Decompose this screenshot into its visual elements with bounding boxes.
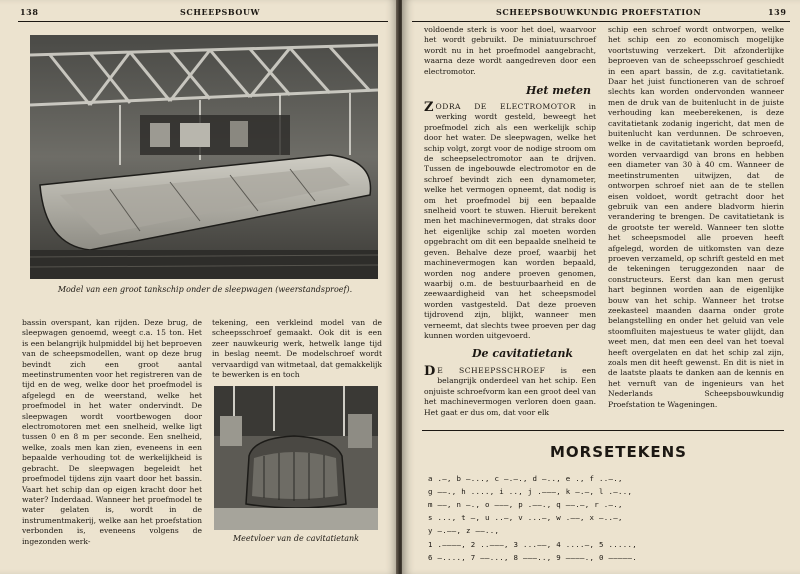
right-col1-intro: voldoende sterk is voor het doel, waarvoor het wordt gebruikt. De miniatuurschroef wordt nu in het proefmodel aangebracht, waarna deze wordt aangedreven door een electromotor. <box>424 25 596 76</box>
cav-lead-in: E SCHEEPSSCHROEF <box>437 366 546 375</box>
left-column-2: tekening, een verkleind model van de scheepsschroef gemaakt. Ook dit is een zeer nauwkeurig werk, hetwelk lange tijd in beslag neemt. De modelschroef wordt vervaardigd van witmetaal, dat gemakkelijk te bewerken is en toch <box>212 318 382 380</box>
morse-row-5: y —.——, z ——.., <box>428 526 500 535</box>
left-column-1: bassin overspant, kan rijden. Deze brug, de sleepwagen genoemd, weegt c.a. 15 ton. Het is een belangrijk hulpmiddel bij het beproeven van de scheepsmodellen, want op deze brug bevindt zich een groot aantal meetinstrumenten voor het registreren van de tijd en de weg, welke door het proefmodel is afgelegd en de weerstand, welke het proefmodel in het water ondervindt. De sleepwagen wordt voortbewogen door electromotoren met een snelheid, welke ligt tussen 0 en 8 m per seconde. Een snelheid, welke, zoals men kan zien, eveneens in een bepaalde verhouding tot de werkelijkheid is gebracht. De sleepwagen begeleidt het proefmodel tijdens zijn vaart door het bassin. Vaart het schip dan op eigen kracht door het water? Inderdaad. Wanneer het proefmodel te water gelaten is, wordt in de instrumentmakerij, welke aan het proefstation verbonden is, eveneens volgens de ingezonden werk- <box>22 318 202 546</box>
left-page <box>0 0 398 574</box>
section-het-meten <box>424 102 596 341</box>
tanker-model-photo <box>30 35 378 279</box>
morse-row-4: s ..., t —, u ..—, v ...—, w .——, x —..—, <box>428 513 623 522</box>
meten-body: in werking wordt gesteld, beweegt het proefmodel zich als een werkelijk schip door het water. De sleepwagen, welke het schip volgt, zorgt voor de nodige stroom om de scheepselectromotor aan te drijven. Tussen de ingebouwde electromotor en de schroef bevindt zich een dynamometer, welke het vermogen opneemt, dat nodig is om het proefmodel bij een bepaalde snelheid voort te stuwen. Hieruit berekent men het machinevermogen, dat straks door het eigenlijke schip zal moeten worden opgebracht om dit een bepaalde snelheid te geven. Behalve deze proef, waarbij het machinevermogen kan worden bepaald, worden nog andere proeven genomen, waarbij o.m. de bestuurbaarheid en de zeewaardigheid van het scheepsmodel worden vastgesteld. Dat deze proeven tijdrovend zijn, blijkt, wanneer men verneemt, dat slechts twee proeven per dag kunnen worden uitgevoerd. <box>424 102 596 340</box>
running-head-left: SCHEEPSBOUW <box>180 7 261 17</box>
running-head-right: SCHEEPSBOUWKUNDIG PROEFSTATION <box>496 7 702 17</box>
cavitation-tank-photo <box>214 386 378 530</box>
cavitation-photo-caption: Meetvloer van de cavitatietank <box>232 534 360 543</box>
dropcap-d: D <box>424 364 436 379</box>
header-rule-left <box>18 21 388 22</box>
morse-row-1: a .—, b —..., c —.—., d —.., e ., f ..—., <box>428 474 623 483</box>
section-de-cavitatietank <box>424 366 596 418</box>
page-number-right: 139 <box>768 7 787 17</box>
morse-row-6: 1 .————, 2 ..———, 3 ...——, 4 ....—, 5 ....., <box>428 540 637 549</box>
meten-lead-in: ODRA DE ELECTROMOTOR <box>435 102 576 111</box>
morse-row-2: g ——., h ...., i .., j .———, k —.—, l .—.., <box>428 487 633 496</box>
cav-body: is een belangrijk onderdeel van het schip. Een onjuiste schroefvorm kan een groot deel van het machinevermogen verloren doen gaan. Het gaat er dus om, dat voor elk <box>424 366 596 417</box>
page-number-left: 138 <box>20 7 39 17</box>
heading-het-meten: Het meten <box>526 84 592 97</box>
dropcap-z: Z <box>424 100 434 115</box>
morse-separator <box>422 430 784 431</box>
morse-title: MORSETEKENS <box>550 443 687 461</box>
header-rule-right <box>412 21 790 22</box>
tanker-photo-caption: Model van een groot tankschip onder de sleepwagen (weerstandsproef). <box>57 285 353 294</box>
right-column-2: schip een schroef wordt ontworpen, welke het schip een zo economisch mogelijke voortstuwing verzekert. Dit afzonderlijke beproeven van de scheepsschroef geschiedt in een apart bassin, de z.g. cavitatietank. Daar het juist functioneren van de schroef slechts kan worden ondervonden wanneer men de druk van de buitenlucht in de juiste verhouding kan meeberekenen, is deze cavitatietank zodanig ingericht, dat men de buitenlucht kan verdunnen. De schroeven, welke in de cavitatietank worden beproefd, worden vervaardigd van brons en hebben een diameter van 30 à 40 cm. Wanneer de meetinstrumenten uitwijzen, dat de ontworpen schroef niet aan de te stellen eisen voldoet, wordt getracht door het gebruik van een andere bladvorm hierin verandering te brengen. De cavitatietank is de grootste ter wereld. Wanneer ten slotte het scheepsmodel alle proeven heeft afgelegd, worden de uitkomsten van deze proeven verzameld, op schrift gesteld en met de tekeningen teruggezonden naar de constructeurs. Eerst dan kan men gerust hart beginnen worden aan de eigenlijke bouw van het schip. Wanneer het trotse zeekasteel maanden daarna onder grote belangstelling en onder het geluid van vele stoomfluiten majestueus te water glijdt, dan weet men, dat men een deel van het toeval heeft overgelaten en dat het schip zal zijn, zoals men dit heeft gewenst. En dit is niet in de laatste plaats te danken aan de kennis en het vernuft van de ingenieurs van het Nederlands Scheepsbouwkundig Proefstation te Wageningen. <box>608 25 784 409</box>
morse-row-3: m ——, n —., o ———, p .——., q ——.—, r .—., <box>428 500 623 509</box>
heading-de-cavitatietank: De cavitatietank <box>472 347 574 360</box>
morse-row-7: 6 —...., 7 ——..., 8 ———.., 9 ————., 0 —————. <box>428 553 637 562</box>
